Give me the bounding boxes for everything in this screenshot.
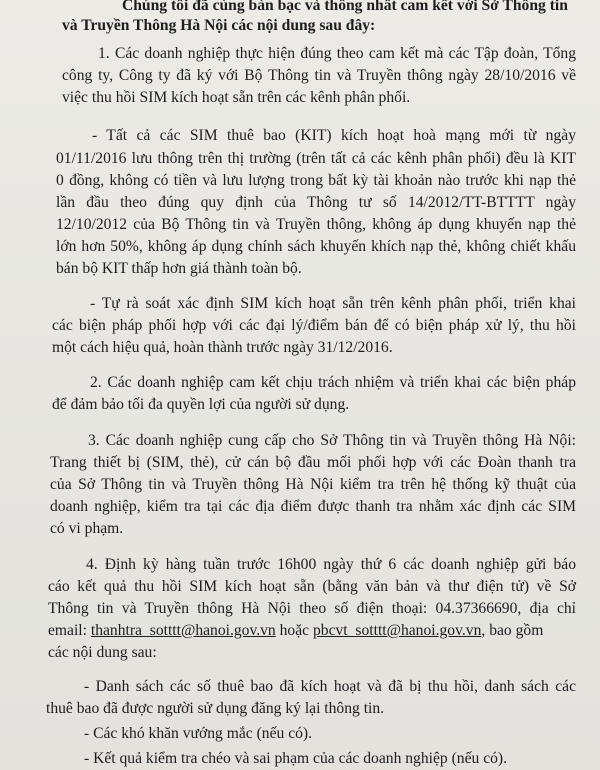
heading-line-1: Chúng tôi đã cùng bàn bạc và thống nhất cam kết với Sở Thông tin: [122, 0, 568, 14]
paragraph-2-line-7: bán bộ KIT thấp hơn giá thành toàn bộ.: [56, 260, 302, 277]
paragraph-7-line-2: thuê bao đã được người sử dụng đăng ký lại thông tin.: [46, 700, 385, 717]
email-middle: hoặc: [275, 622, 313, 639]
paragraph-4-line-1: 2. Các doanh nghiệp cam kết chịu trách nhiệm và triển khai các biện pháp: [90, 374, 576, 391]
paragraph-4-line-2: để đảm bảo tối đa quyền lợi của người sử dụng.: [52, 396, 350, 413]
paragraph-1-line-2: công ty, Công ty đã ký với Bộ Thông tin và Truyền thông ngày 28/10/2016 về: [62, 67, 576, 84]
paragraph-2-line-1: - Tất cả các SIM thuê bao (KIT) kích hoạt hoà mạng mới từ ngày: [92, 127, 576, 144]
paragraph-2-line-5: 12/10/2012 của Bộ Thông tin và Truyền thông, không áp dụng khuyến nạp thẻ: [56, 216, 576, 233]
paragraph-8-line-1: - Các khó khăn vướng mắc (nếu có).: [84, 725, 313, 742]
paragraph-5-line-3: của Sở Thông tin và Truyền thông Hà Nội kiểm tra trên hệ thống kỹ thuật của: [50, 476, 576, 493]
paragraph-2-line-3: 0 đồng, không có tiền và lưu lượng trong bất kỳ tài khoản nào trước khi nạp thẻ: [56, 172, 576, 189]
paragraph-2-line-2: 01/11/2016 lưu thông trên thị trường (trên tất cả các kênh phân phối) đều là KIT: [56, 150, 576, 167]
paragraph-3-line-1: - Tự rà soát xác định SIM kích hoạt sẵn trên kênh phân phối, triển khai: [90, 295, 576, 312]
paragraph-5-line-4: doanh nghiệp, kiểm tra tại các địa điểm được thanh tra nhằm xác định các SIM: [50, 498, 576, 515]
email-link-pbcvt[interactable]: pbcvt_sotttt@hanoi.gov.vn: [312, 622, 482, 639]
paragraph-1-line-3: việc thu hồi SIM kích hoạt sẵn trên các kênh phân phối.: [62, 89, 411, 106]
paragraph-6-line-2: cáo kết quả thu hồi SIM kích hoạt sẵn (bằng văn bản và thư điện tử) về Sở: [48, 578, 576, 595]
paragraph-6-email-line: [48, 621, 600, 641]
email-prefix: email:: [48, 622, 91, 639]
paragraph-5-line-1: 3. Các doanh nghiệp cung cấp cho Sở Thông tin và Truyền thông Hà Nội:: [88, 432, 576, 449]
email-link-thanhtra[interactable]: thanhtra_sotttt@hanoi.gov.vn: [90, 622, 276, 639]
paragraph-9-line-1: - Kết quả kiểm tra chéo và sai phạm của các doanh nghiệp (nếu có).: [84, 750, 508, 767]
paragraph-3-line-3: một cách hiệu quả, hoàn thành trước ngày 31/12/2016.: [52, 339, 393, 356]
paragraph-5-line-5: có vi phạm.: [50, 520, 124, 537]
paragraph-2-line-6: lớn hơn 50%, không áp dụng chính sách khuyến khích nạp thẻ, không chiết khấu: [56, 238, 576, 255]
paragraph-6-line-1: 4. Định kỳ hàng tuần trước 16h00 ngày thứ 6 các doanh nghiệp gửi báo: [86, 556, 576, 573]
paragraph-3-line-2: các biện pháp phối hợp với các đại lý/điểm bán để có biện pháp xử lý, thu hồi: [52, 317, 576, 334]
paragraph-7-line-1: - Danh sách các số thuê bao đã kích hoạt và đã bị thu hồi, danh sách các: [84, 678, 576, 695]
paragraph-1-line-1: 1. Các doanh nghiệp thực hiện đúng theo cam kết mà các Tập đoàn, Tổng: [98, 45, 576, 62]
paragraph-2-line-4: lần đầu theo đúng quy định của Thông tư số 14/2012/TT-BTTTT ngày: [56, 194, 576, 211]
heading-line-2: và Truyền Thông Hà Nội các nội dung sau đây:: [62, 17, 376, 34]
email-suffix: , bao gồm: [481, 622, 544, 639]
paragraph-5-line-2: Trang thiết bị (SIM, thẻ), cử cán bộ đầu mối phối hợp với các Đoàn thanh tra: [50, 454, 576, 471]
paragraph-6-line-3: Thông tin và Truyền thông Hà Nội theo số điện thoại: 04.37366690, địa chỉ: [48, 600, 576, 617]
paragraph-6-line-5: các nội dung sau:: [48, 644, 157, 661]
